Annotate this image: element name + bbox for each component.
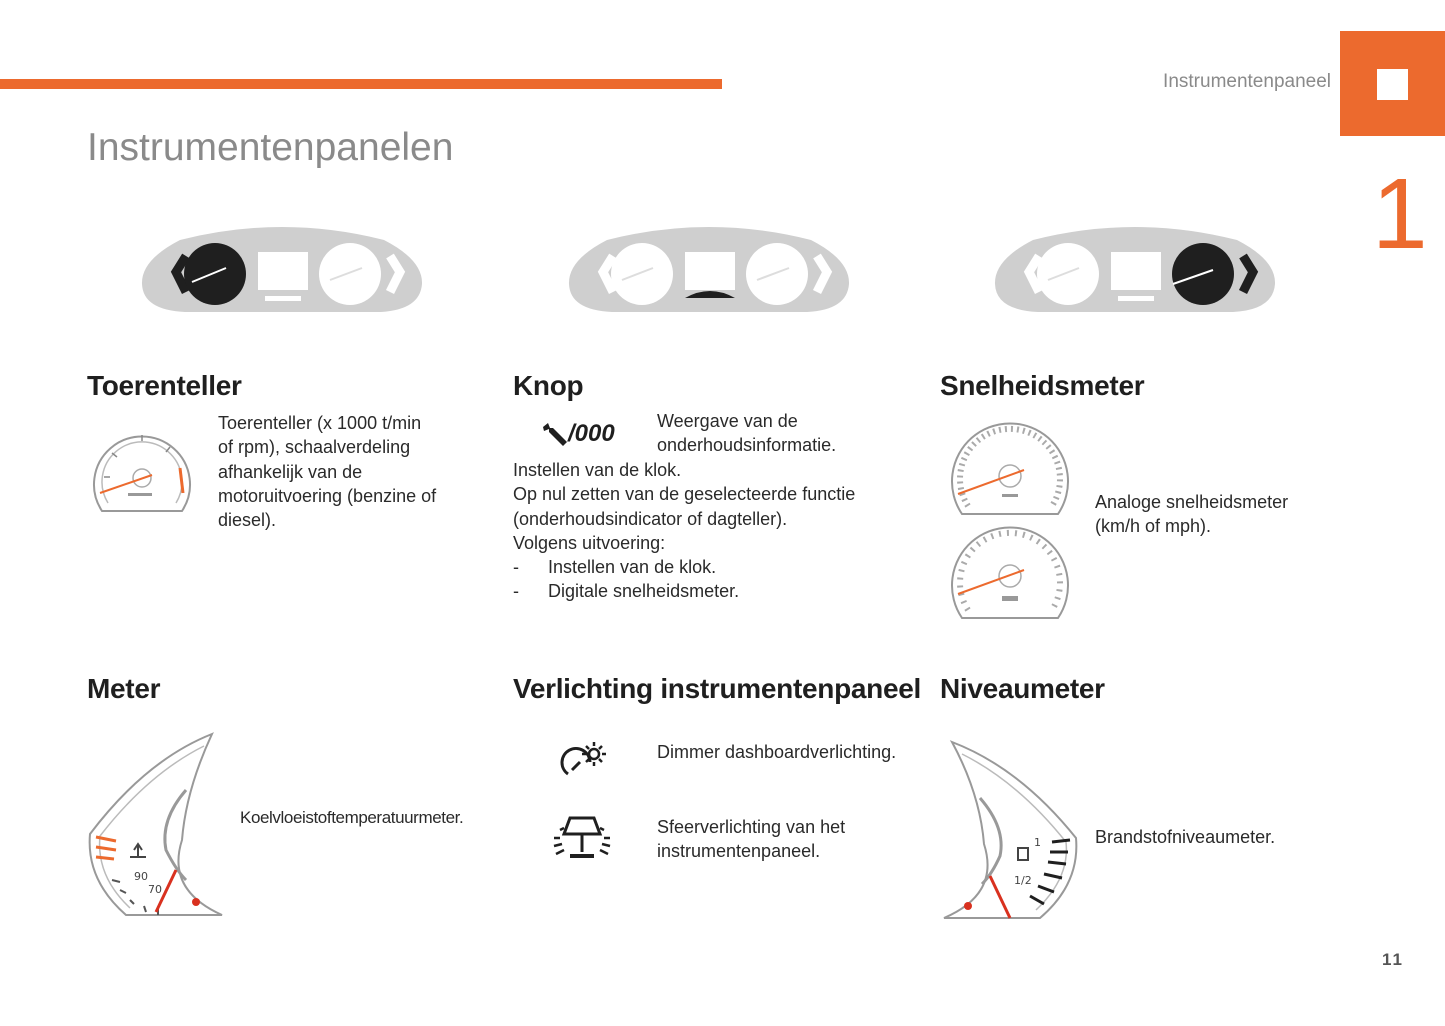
text-line: of rpm), schaalverdeling	[218, 437, 411, 458]
page-title: Instrumentenpanelen	[87, 126, 454, 169]
knop-description	[513, 458, 913, 604]
fuel-level-gauge-icon	[940, 738, 1080, 922]
ambient-description	[657, 815, 845, 864]
text-line: Sfeerverlichting van het	[657, 817, 846, 837]
speedometer-mph-gauge-icon	[948, 518, 1072, 622]
chapter-square-icon	[1377, 69, 1408, 100]
text-line: diesel).	[218, 510, 277, 531]
heading-toerenteller: Toerenteller	[87, 370, 242, 401]
text-line: (km/h of mph).	[1095, 516, 1212, 537]
chapter-tab	[1340, 31, 1445, 136]
snelheidsmeter-description	[1095, 490, 1288, 539]
text-line: afhankelijk van de	[218, 461, 363, 482]
list-item-text: Digitale snelheidsmeter.	[548, 581, 740, 602]
text-line: Op nul zetten van de geselecteerde functie	[513, 484, 856, 505]
cluster-button-highlight	[567, 222, 852, 314]
heading-snelheidsmeter: Snelheidsmeter	[940, 370, 1145, 401]
list-marker: -	[513, 557, 519, 578]
gauge-label: 70	[148, 883, 162, 896]
list-item	[513, 555, 913, 579]
speedometer-kmh-gauge-icon	[948, 414, 1072, 520]
heading-meter: Meter	[87, 673, 161, 704]
coolant-temperature-gauge-icon	[86, 730, 226, 920]
cluster-rev-counter-highlight	[140, 222, 425, 314]
text-line: motoruitvoering (benzine of	[218, 485, 437, 506]
list-item-text: Instellen van de klok.	[548, 557, 717, 578]
section-label: Instrumentenpaneel	[1163, 71, 1331, 92]
text-line: (onderhoudsindicator of dagteller).	[513, 508, 788, 529]
list-marker: -	[513, 581, 519, 602]
meter-description: Koelvloeistoftemperatuurmeter.	[240, 808, 464, 827]
text-line: onderhoudsinformatie.	[657, 435, 837, 456]
dimmer-icon	[560, 740, 610, 780]
maintenance-button-icon	[540, 420, 615, 448]
chapter-number: 1	[1372, 158, 1428, 270]
gauge-label: 90	[134, 870, 148, 883]
toerenteller-description	[218, 411, 478, 532]
text-line: Volgens uitvoering:	[513, 532, 666, 553]
dimmer-description: Dimmer dashboardverlichting.	[657, 742, 897, 762]
cluster-speedometer-highlight	[993, 222, 1278, 314]
list-item	[513, 579, 913, 603]
heading-knop: Knop	[513, 370, 584, 401]
gauge-label: 1	[1034, 836, 1041, 849]
header-rule	[0, 79, 722, 89]
knop-icon-description	[657, 409, 836, 458]
rev-counter-gauge-icon	[90, 423, 195, 517]
text-line: Weergave van de	[657, 411, 798, 431]
wrench-icon	[540, 421, 570, 447]
button-icon-text: /000	[568, 420, 615, 447]
text-line: Analoge snelheidsmeter	[1095, 492, 1289, 512]
text-line: instrumentenpaneel.	[657, 841, 821, 862]
niveaumeter-description: Brandstofniveaumeter.	[1095, 827, 1276, 847]
page-number: 11	[1382, 950, 1404, 969]
heading-verlichting: Verlichting instrumentenpaneel	[513, 673, 921, 704]
gauge-label: 1/2	[1014, 874, 1032, 887]
heading-niveaumeter: Niveaumeter	[940, 673, 1105, 704]
text-line: Instellen van de klok.	[513, 460, 682, 480]
text-line: Toerenteller (x 1000 t/min	[218, 413, 422, 433]
ambient-lighting-icon	[550, 812, 614, 864]
